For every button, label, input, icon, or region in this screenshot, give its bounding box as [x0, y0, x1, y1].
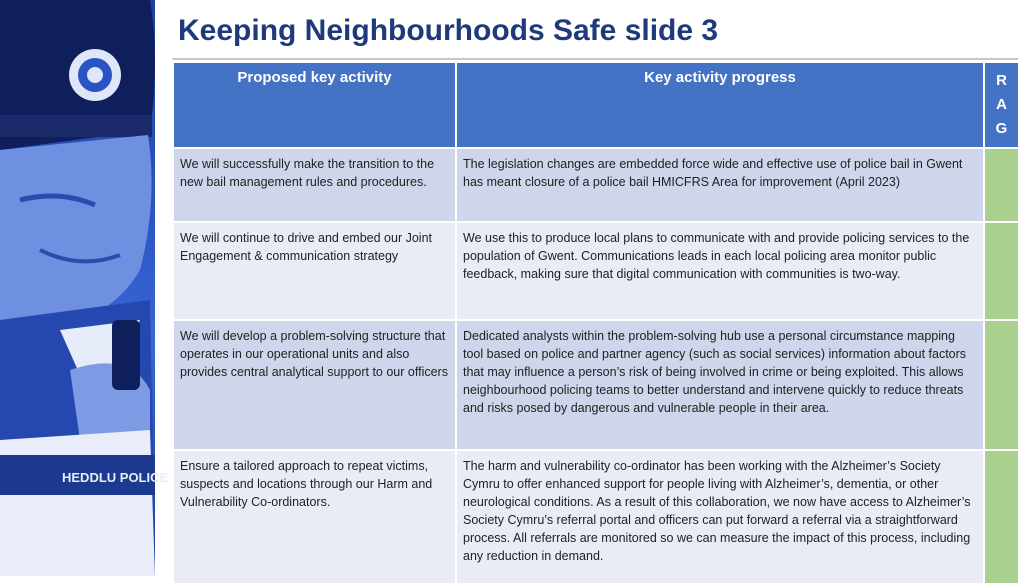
- title-divider: [172, 58, 1018, 60]
- header-proposed-activity: Proposed key activity: [173, 62, 456, 148]
- helmet-band: [0, 115, 152, 137]
- header-rag-r: R: [996, 72, 1007, 89]
- table-row: [173, 148, 1019, 222]
- rag-status-green: [984, 222, 1019, 320]
- header-activity-progress: Key activity progress: [456, 62, 984, 148]
- header-rag-a: A: [996, 96, 1007, 113]
- activity-cell: Ensure a tailored approach to repeat victims, suspects and locations through our Harm and Vulnerability Co-ordinators.: [173, 450, 456, 584]
- progress-cell: The legislation changes are embedded force wide and effective use of police bail in Gwent has meant closure of a police bail HMICFRS Area for improvement (April 2023): [456, 148, 984, 222]
- activity-cell: We will continue to drive and embed our Joint Engagement & communication strategy: [173, 222, 456, 320]
- table-header-row: [173, 62, 1019, 148]
- activity-cell: We will successfully make the transition to the new bail management rules and procedures.: [173, 148, 456, 222]
- progress-cell: Dedicated analysts within the problem-solving hub use a personal circumstance mapping tool based on police and partner agency (such as social services) information about factors that may influence a person’s risk of being involved in crime or being exploited. This allows neighbourhood policing teams to better understand and intervene quickly to reduce threats and risks posed by dangerous and vulnerable people in their area.: [456, 320, 984, 450]
- table-row: [173, 450, 1019, 584]
- rag-status-green: [984, 450, 1019, 584]
- helmet-star-badge: [69, 49, 121, 101]
- activity-cell: We will develop a problem-solving structure that operates in our operational units and also provides central analytical support to our officers: [173, 320, 456, 450]
- slide-title: Keeping Neighbourhoods Safe slide 3: [178, 14, 719, 47]
- activity-table: [172, 61, 1020, 585]
- vest-label: HEDDLU POLICE: [62, 470, 169, 485]
- police-officer-photo: [0, 0, 169, 576]
- header-rag-g: G: [995, 120, 1008, 137]
- progress-cell: The harm and vulnerability co-ordinator has been working with the Alzheimer’s Society Cymru to offer enhanced support for people living with Alzheimer’s, dementia, or other neurological conditions. As a result of this collaboration, we now have access to Alzheimer’s Society Cymru’s referral portal and officers can put forward a referral via a straightforward process. All referrals are monitored so we can measure the impact of this process, including any reduction in demand.: [456, 450, 984, 584]
- hi-vis-vest: [0, 430, 155, 576]
- progress-cell: We use this to produce local plans to communicate with and provide policing services to the population of Gwent. Communications leads in each local policing area monitor public feedback, making sure that digital communication with communities is two-way.: [456, 222, 984, 320]
- rag-status-green: [984, 148, 1019, 222]
- police-officer-illustration: [0, 0, 169, 576]
- radio-icon: [112, 320, 140, 390]
- table-row: [173, 320, 1019, 450]
- header-rag: [984, 62, 1019, 148]
- table-row: [173, 222, 1019, 320]
- officer-face: [0, 135, 152, 330]
- rag-status-green: [984, 320, 1019, 450]
